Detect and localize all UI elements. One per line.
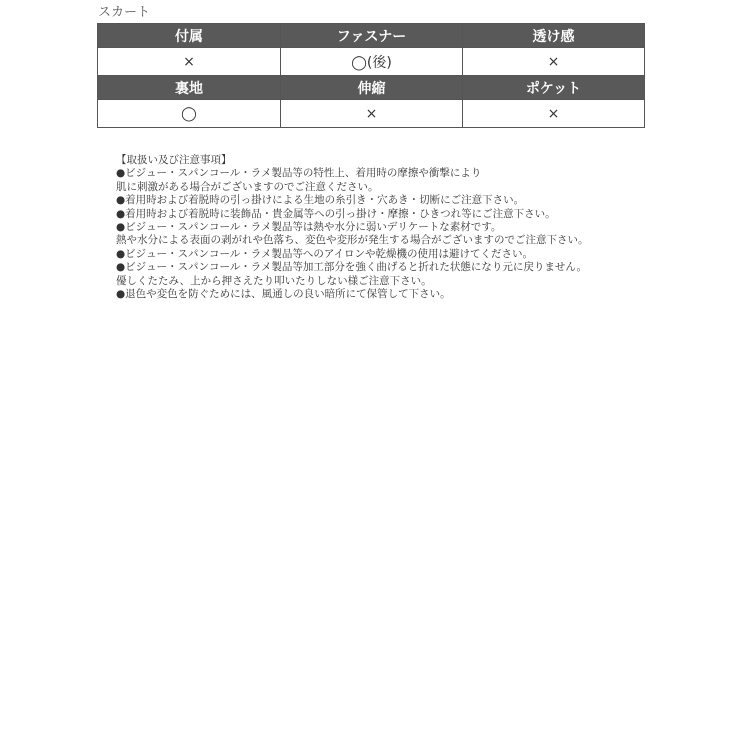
care-note-line: ●ビジュー・スパンコール・ラメ製品等は熱や水分に弱いデリケートな素材です。 [116, 220, 502, 233]
spec-header-row-2 [98, 76, 645, 100]
care-note-line: ●着用時および着脱時に装飾品・貴金属等への引っ掛け・摩擦・ひきつれ等にご注意下さい。 [116, 207, 556, 220]
care-note-line: ●退色や変色を防ぐためには、風通しの良い暗所にて保管して下さい。 [116, 287, 451, 300]
spec-value-row-1 [98, 48, 645, 76]
spec-value-pocket: × [463, 100, 645, 128]
spec-value-zipper: ◯(後) [281, 48, 463, 76]
care-notes [116, 154, 676, 301]
spec-value-lining: ◯ [98, 100, 281, 128]
spec-header-stretch: 伸縮 [281, 76, 463, 100]
spec-value-sheerness: × [463, 48, 645, 76]
spec-value-accessories: × [98, 48, 281, 76]
spec-header-row-1 [98, 24, 645, 48]
spec-header-sheerness: 透け感 [463, 24, 645, 48]
spec-table [97, 23, 645, 128]
spec-value-row-2 [98, 100, 645, 128]
care-note-line: 熱や水分による表面の剥がれや色落ち、変色や変形が発生する場合がございますのでご注意下さい。 [116, 234, 589, 247]
care-note-line: ●ビジュー・スパンコール・ラメ製品等の特性上、着用時の摩擦や衝撃により [116, 167, 482, 180]
spec-header-zipper: ファスナー [281, 24, 463, 48]
product-category-title: スカート [98, 5, 151, 20]
care-note-line: 肌に刺激がある場合がございますのでご注意ください。 [116, 180, 379, 193]
care-note-line: ●ビジュー・スパンコール・ラメ製品等加工部分を強く曲げると折れた状態になり元に戻りません。 [116, 261, 588, 274]
spec-value-stretch: × [281, 100, 463, 128]
care-note-line: 優しくたたみ、上から押さえたり叩いたりしない様ご注意下さい。 [116, 274, 432, 287]
spec-header-pocket: ポケット [463, 76, 645, 100]
care-notes-heading: 【取扱い及び注意事項】 [116, 154, 232, 166]
care-note-line: ●着用時および着脱時の引っ掛けによる生地の糸引き・穴あき・切断にご注意下さい。 [116, 194, 525, 207]
spec-header-lining: 裏地 [98, 76, 281, 100]
care-note-line: ●ビジュー・スパンコール・ラメ製品等へのアイロンや乾燥機の使用は避けてください。 [116, 247, 533, 260]
spec-header-accessories: 付属 [98, 24, 281, 48]
